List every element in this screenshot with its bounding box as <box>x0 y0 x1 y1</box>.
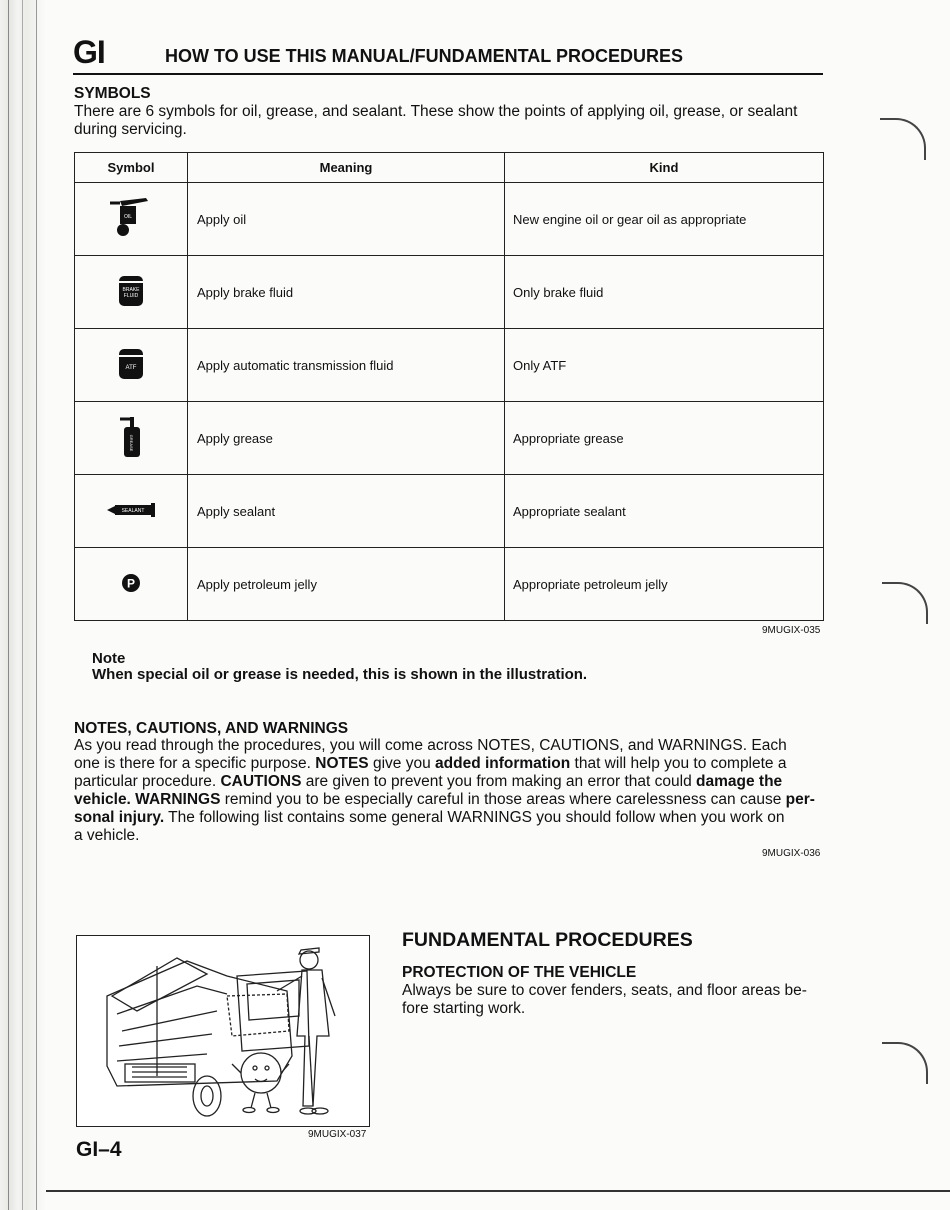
binding-edge <box>0 0 46 1210</box>
section-code: GI <box>73 34 105 70</box>
paragraph-line: Always be sure to cover fenders, seats, and floor areas be- <box>402 982 807 999</box>
kind-cell: Appropriate grease <box>505 402 824 475</box>
column-header: Meaning <box>188 153 505 183</box>
figure-code: 9MUGIX-037 <box>308 1129 367 1140</box>
punch-hole-mark <box>880 118 926 160</box>
protection-paragraph <box>402 982 832 1018</box>
petroleum-jelly-icon <box>121 573 141 593</box>
icon-label: P <box>126 576 136 590</box>
atf-icon <box>116 347 146 381</box>
meaning-cell: Apply petroleum jelly <box>188 548 505 621</box>
kind-cell: Only brake fluid <box>505 256 824 329</box>
grease-gun-icon <box>116 415 146 459</box>
meaning-cell: Apply sealant <box>188 475 505 548</box>
column-header: Kind <box>505 153 824 183</box>
icon-label: OIL <box>123 213 133 220</box>
vehicle-protection-illustration <box>76 935 370 1127</box>
table-header-row <box>75 153 824 183</box>
kind-cell: Appropriate petroleum jelly <box>505 548 824 621</box>
meaning-cell: Apply oil <box>188 183 505 256</box>
table-row <box>75 475 824 548</box>
paragraph-line: particular procedure. CAUTIONS are given to prevent you from making an error that could damage the <box>74 773 783 790</box>
column-header: Symbol <box>75 153 188 183</box>
punch-hole-mark <box>882 1042 928 1084</box>
svg-text:FLUID: FLUID <box>123 292 139 299</box>
symbols-heading: SYMBOLS <box>74 85 151 102</box>
paragraph-line: a vehicle. <box>74 827 140 844</box>
paragraph-line: As you read through the procedures, you will come across NOTES, CAUTIONS, and WARNINGS. Each <box>74 737 787 754</box>
notes-heading: NOTES, CAUTIONS, AND WARNINGS <box>74 720 349 737</box>
icon-label: ATF <box>125 364 137 371</box>
protection-heading: PROTECTION OF THE VEHICLE <box>402 964 637 981</box>
kind-cell: Only ATF <box>505 329 824 402</box>
note-heading: Note <box>92 650 126 667</box>
notes-paragraph <box>74 737 826 845</box>
table-row <box>75 256 824 329</box>
paragraph-line: one is there for a specific purpose. NOTES give you added information that will help you to complete a <box>74 755 787 772</box>
paragraph-line: sonal injury. The following list contains some general WARNINGS you should follow when you work on <box>74 809 785 826</box>
mechanic-with-car-illustration <box>77 936 369 1126</box>
meaning-cell: Apply grease <box>188 402 505 475</box>
paragraph-line: vehicle. WARNINGS remind you to be especially careful in those areas where carelessness can cause per- <box>74 791 815 808</box>
brake-fluid-icon <box>116 274 146 308</box>
page-title: HOW TO USE THIS MANUAL/FUNDAMENTAL PROCEDURES <box>165 46 684 66</box>
symbols-table <box>74 152 824 621</box>
paragraph-line: fore starting work. <box>402 1000 526 1017</box>
table-row <box>75 402 824 475</box>
oil-can-icon <box>108 198 154 238</box>
table-row <box>75 329 824 402</box>
fundamental-procedures-heading: FUNDAMENTAL PROCEDURES <box>402 929 693 951</box>
table-row <box>75 183 824 256</box>
figure-code: 9MUGIX-035 <box>762 625 821 636</box>
punch-hole-mark <box>882 582 928 624</box>
sealant-tube-icon <box>105 500 157 520</box>
header-rule <box>73 73 823 75</box>
page-number: GI–4 <box>76 1138 122 1161</box>
svg-text:BRAKE: BRAKE <box>122 286 140 293</box>
svg-text:GREASE: GREASE <box>129 434 134 451</box>
meaning-cell: Apply brake fluid <box>188 256 505 329</box>
figure-code: 9MUGIX-036 <box>762 848 821 859</box>
footer-rule <box>46 1190 950 1192</box>
kind-cell: New engine oil or gear oil as appropriate <box>505 183 824 256</box>
symbols-intro: There are 6 symbols for oil, grease, and sealant. These show the points of applying oil, grease, or sealant during servicing. <box>74 103 798 138</box>
icon-label: SEALANT <box>121 507 145 514</box>
meaning-cell: Apply automatic transmission fluid <box>188 329 505 402</box>
kind-cell: Appropriate sealant <box>505 475 824 548</box>
note-text: When special oil or grease is needed, this is shown in the illustration. <box>92 666 588 683</box>
table-row <box>75 548 824 621</box>
